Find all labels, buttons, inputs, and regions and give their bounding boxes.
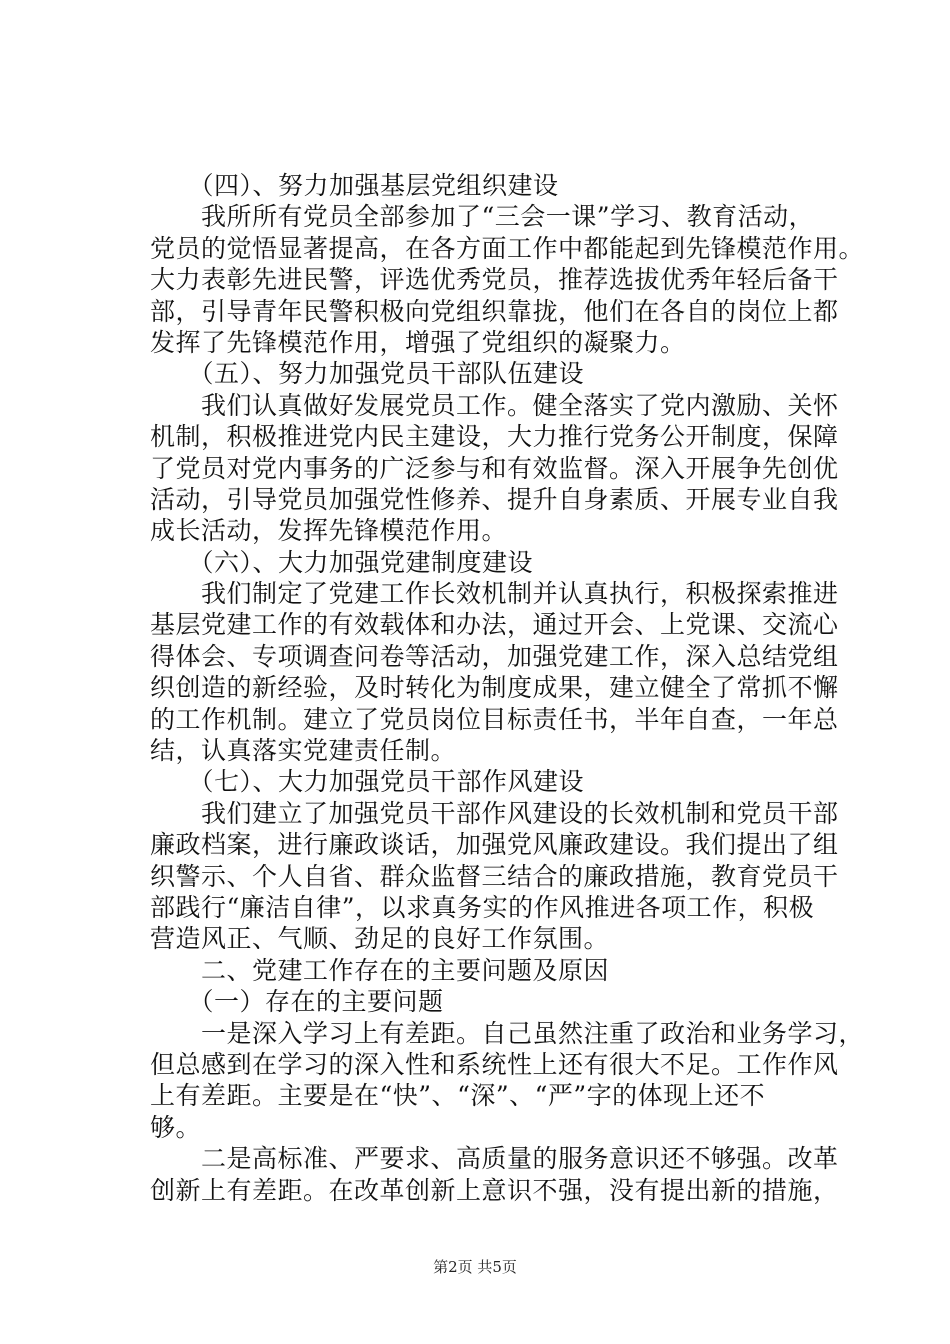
paragraph-line: 了党员对党内事务的广泛参与和有效监督。深入开展争先创优 xyxy=(150,453,839,483)
paragraph-line: 我们制定了党建工作长效机制并认真执行，积极探索推进 xyxy=(150,579,839,609)
paragraph-line: 廉政档案，进行廉政谈话，加强党风廉政建设。我们提出了组 xyxy=(150,830,839,860)
paragraph-line: 创新上有差距。在改革创新上意识不强，没有提出新的措施， xyxy=(150,1175,839,1205)
paragraph-line: 上有差距。主要是在“快”、“深”、“严”字的体现上还不 xyxy=(150,1081,766,1111)
paragraph-line: 活动，引导党员加强党性修养、提升自身素质、开展专业自我 xyxy=(150,484,839,514)
page-number-footer: 第2页 共5页 xyxy=(433,1258,517,1276)
paragraph-line: 我们建立了加强党员干部作风建设的长效机制和党员干部 xyxy=(150,798,839,828)
subsection-heading-line: （一）存在的主要问题 xyxy=(150,987,444,1017)
paragraph-line: 织创造的新经验，及时转化为制度成果，建立健全了常抓不懈 xyxy=(150,673,839,703)
heading-line: （六）、大力加强党建制度建设 xyxy=(150,547,534,577)
paragraph-line: 机制，积极推进党内民主建设，大力推行党务公开制度，保障 xyxy=(150,422,839,452)
paragraph-line: 的工作机制。建立了党员岗位目标责任书，半年自查，一年总 xyxy=(150,704,839,734)
heading-line: （七）、大力加强党员干部作风建设 xyxy=(150,767,585,797)
paragraph-line: 大力表彰先进民警，评选优秀党员，推荐选拔优秀年轻后备干 xyxy=(150,265,839,295)
paragraph-line: 织警示、个人自省、群众监督三结合的廉政措施，教育党员干 xyxy=(150,861,839,891)
paragraph-line: 我所所有党员全部参加了“三会一课”学习、教育活动， xyxy=(150,202,815,232)
paragraph-line: 一是深入学习上有差距。自己虽然注重了政治和业务学习， xyxy=(150,1018,865,1048)
paragraph-line: 基层党建工作的有效载体和办法，通过开会、上党课、交流心 xyxy=(150,610,839,640)
paragraph-line: 部践行“廉洁自律”，以求真务实的作风推进各项工作，积极 xyxy=(150,892,815,922)
heading-line: （五）、努力加强党员干部队伍建设 xyxy=(150,359,585,389)
paragraph-line: 结，认真落实党建责任制。 xyxy=(150,736,457,766)
paragraph-line: 营造风正、气顺、劲足的良好工作氛围。 xyxy=(150,924,610,954)
paragraph-line: 部，引导青年民警积极向党组织靠拢，他们在各自的岗位上都 xyxy=(150,296,839,326)
paragraph-line: 我们认真做好发展党员工作。健全落实了党内激励、关怀 xyxy=(150,390,839,420)
section-heading-line: 二、党建工作存在的主要问题及原因 xyxy=(150,955,610,985)
paragraph-line: 成长活动，发挥先锋模范作用。 xyxy=(150,516,508,546)
paragraph-line: 发挥了先锋模范作用，增强了党组织的凝聚力。 xyxy=(150,327,686,357)
paragraph-line: 够。 xyxy=(150,1112,202,1142)
paragraph-line: 得体会、专项调查问卷等活动，加强党建工作，深入总结党组 xyxy=(150,641,839,671)
paragraph-line: 党员的觉悟显著提高，在各方面工作中都能起到先锋模范作用。 xyxy=(150,233,865,263)
heading-line: （四）、努力加强基层党组织建设 xyxy=(150,171,559,200)
document-body xyxy=(150,170,865,1206)
paragraph-line: 二是高标准、严要求、高质量的服务意识还不够强。改革 xyxy=(150,1144,839,1174)
paragraph-line: 但总感到在学习的深入性和系统性上还有很大不足。工作作风 xyxy=(150,1049,839,1079)
